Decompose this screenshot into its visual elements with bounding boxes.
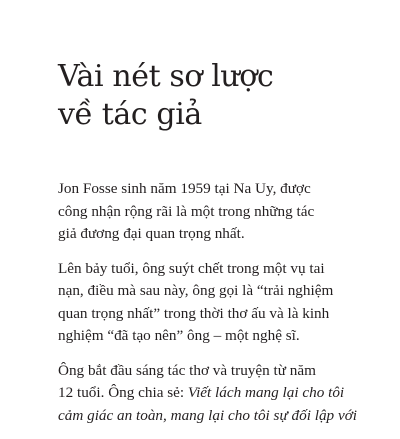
italic-quote: Viết lách mang lại cho tôi <box>187 384 345 401</box>
text-run: 12 tuổi. Ông chia sẻ: <box>58 384 188 401</box>
body-text <box>58 178 358 439</box>
paragraph <box>58 360 358 428</box>
text-line: giả đương đại quan trọng nhất. <box>58 225 245 242</box>
text-line: quan trọng nhất” trong thời thơ ấu và là kinh <box>58 304 330 322</box>
text-line: nạn, điều mà sau này, ông gọi là “trải nghiệm <box>58 282 334 299</box>
paragraph <box>58 178 348 246</box>
section-heading <box>58 58 273 134</box>
text-line: Jon Fosse sinh năm 1959 tại Na Uy, được <box>58 180 311 197</box>
text-line: Ông bắt đầu sáng tác thơ và truyện từ năm <box>58 361 316 379</box>
text-line: công nhận rộng rãi là một trong những tác <box>58 202 315 220</box>
text-line: Lên bảy tuổi, ông suýt chết trong một vụ tai <box>58 259 325 277</box>
italic-quote: cảm giác an toàn, mang lại cho tôi sự đối lập với <box>58 406 358 424</box>
heading-line: Vài nét sơ lược <box>58 59 274 94</box>
text-line: nghiệm “đã tạo nên” ông – một nghệ sĩ. <box>58 327 300 344</box>
text-line <box>58 382 348 405</box>
paragraph <box>58 258 348 348</box>
heading-line: về tác giả <box>58 97 202 132</box>
